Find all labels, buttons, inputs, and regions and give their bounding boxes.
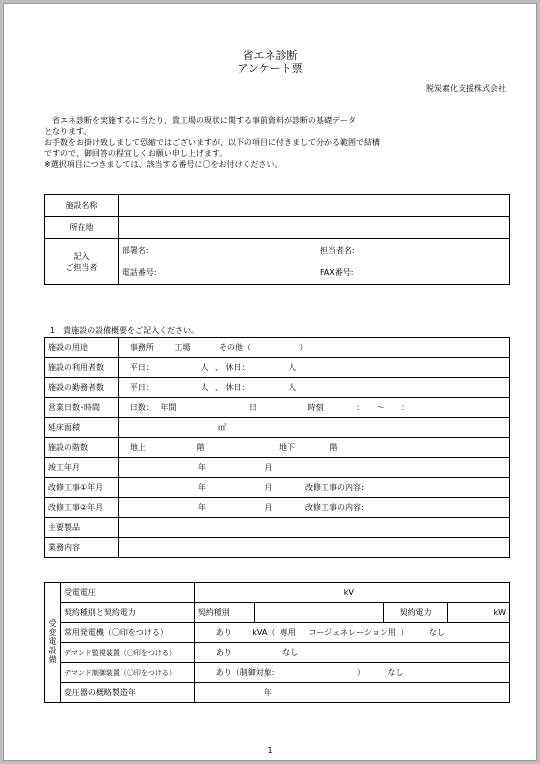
table-row — [45, 683, 510, 703]
demand-monitor-field[interactable] — [194, 643, 509, 663]
contact-person-label — [45, 239, 119, 285]
row-label: 業務内容 — [45, 538, 119, 558]
below-ground-label: 地下 — [278, 443, 295, 452]
substation-group-label — [45, 583, 61, 703]
row-label: 施設の用途 — [45, 338, 119, 358]
demand-control-field[interactable] — [194, 663, 509, 683]
above-ground-label: 地上 — [129, 443, 146, 452]
intro-line: 省エネ診断を実施するに当たり、貴工場の現状に関する事前資料が診断の基礎データ — [44, 116, 356, 125]
time-label: 時刻 — [307, 403, 324, 412]
holiday-label: 、 休日： — [214, 383, 250, 392]
generator-field[interactable] — [194, 623, 509, 643]
floor-area-field[interactable] — [118, 418, 509, 438]
floor-label: 階 — [329, 443, 338, 452]
year-label: 年 — [197, 463, 206, 472]
colon: ： — [356, 403, 365, 412]
row-label: 施設の利用者数 — [45, 358, 119, 378]
year-label: 年 — [263, 688, 272, 697]
unit-label: ㎡ — [217, 423, 226, 432]
renov2-field[interactable] — [118, 498, 509, 518]
floor-label: 階 — [196, 443, 205, 452]
address-label: 所在地 — [45, 217, 119, 239]
row-label: 改修工事①年月 — [45, 478, 119, 498]
substation-group-text: 受変電設備 — [47, 619, 57, 664]
transformer-field[interactable] — [194, 683, 509, 703]
table-row — [45, 603, 510, 623]
document-page — [3, 3, 537, 761]
month-label: 月 — [264, 483, 273, 492]
doc-title-line1: 省エネ診断 — [242, 49, 298, 62]
page-number: 1 — [267, 746, 273, 755]
table-row — [45, 518, 510, 538]
built-field[interactable] — [118, 458, 509, 478]
table-row — [45, 438, 510, 458]
table-row — [45, 643, 510, 663]
fax-label: FAX番号: — [319, 268, 354, 278]
equipment-overview-table — [44, 337, 510, 558]
row-label: 変圧器の概略製造年 — [60, 683, 194, 703]
address-field[interactable] — [118, 217, 509, 239]
floors-field[interactable] — [118, 438, 509, 458]
contract-power-label: 契約電力 — [384, 603, 448, 623]
table-row — [45, 338, 510, 358]
row-label: 契約種別と契約電力 — [60, 603, 194, 623]
unit-label: 人 — [288, 383, 297, 392]
row-label: 施設の勤務者数 — [45, 378, 119, 398]
day-label: 日 — [248, 403, 257, 412]
weekday-label: 平日： — [129, 363, 154, 372]
table-row — [45, 663, 510, 683]
contact-label-line1: 記入 — [73, 251, 90, 261]
company-name: 脱炭素化支援株式会社 — [426, 84, 506, 93]
row-label: 竣工年月 — [45, 458, 119, 478]
row-label: 改修工事②年月 — [45, 498, 119, 518]
use-field[interactable] — [118, 338, 509, 358]
row-label: 営業日数･時間 — [45, 398, 119, 418]
renov1-field[interactable] — [118, 478, 509, 498]
year-label: 年 — [197, 483, 206, 492]
unit-label: 人 — [200, 363, 209, 372]
table-row — [45, 478, 510, 498]
voltage-field[interactable] — [194, 583, 509, 603]
option-other-close: ） — [299, 343, 308, 352]
person-field[interactable] — [308, 239, 510, 262]
weekday-label: 平日： — [129, 383, 154, 392]
row-label: 施設の階数 — [45, 438, 119, 458]
option-cogeneration[interactable]: コージェネレーション用 — [308, 628, 396, 637]
contract-type-label: 契約種別 — [194, 603, 254, 623]
paren-close: ） — [357, 668, 365, 677]
unit-label: kW — [493, 608, 506, 617]
option-no[interactable]: なし — [282, 648, 299, 657]
paren-close: ） — [400, 628, 409, 637]
row-label: 主要製品 — [45, 518, 119, 538]
table-row — [45, 583, 510, 603]
dept-label: 部署名: — [121, 245, 149, 255]
business-field[interactable] — [118, 538, 509, 558]
tel-field[interactable] — [118, 262, 308, 285]
table-row — [45, 378, 510, 398]
unit-label: kV — [343, 588, 354, 597]
kva-label: kVA（ — [252, 628, 276, 637]
option-dedicated[interactable]: 専用 — [279, 628, 296, 637]
products-field[interactable] — [118, 518, 509, 538]
facility-name-label: 施設名称 — [45, 195, 119, 217]
tilde: 〜 — [376, 403, 385, 412]
option-yes[interactable]: あり — [215, 648, 232, 657]
option-yes[interactable]: あり — [215, 628, 232, 637]
doc-title-line2: アンケート票 — [237, 62, 303, 75]
table-row — [45, 358, 510, 378]
intro-line: ※選択項目につきましては、該当する番号に〇をお付けください。 — [44, 160, 283, 169]
option-no[interactable]: なし — [428, 628, 445, 637]
row-label: デマンド制御装置（〇印をつける） — [60, 663, 194, 683]
table-row — [45, 623, 510, 643]
facility-name-field[interactable] — [118, 195, 509, 217]
hours-field[interactable] — [118, 398, 509, 418]
intro-line: お手数をお掛け致しまして恐縮ではございますが、以下の項目に付きまして分かる範囲で結構 — [44, 138, 380, 147]
option-factory[interactable]: 工場 — [174, 343, 191, 352]
option-no[interactable]: なし — [387, 668, 404, 677]
renovation-content-label: 改修工事の内容: — [304, 503, 364, 512]
intro-line: となります。 — [44, 127, 92, 136]
option-office[interactable]: 事務所 — [129, 343, 154, 352]
table-row — [45, 498, 510, 518]
month-label: 月 — [264, 463, 273, 472]
table-row — [45, 538, 510, 558]
person-label: 担当者名: — [319, 245, 355, 255]
month-label: 月 — [264, 503, 273, 512]
row-label: 受電電圧 — [60, 583, 194, 603]
year-label: 年間 — [160, 403, 177, 412]
days-label: 日数： — [129, 403, 154, 412]
users-field[interactable] — [118, 358, 509, 378]
facility-info-table — [44, 194, 510, 285]
holiday-label: 、 休日： — [214, 363, 250, 372]
intro-line: ですので、御回答の程宜しくお願い申し上げます。 — [44, 149, 228, 158]
option-other[interactable]: その他（ — [218, 343, 251, 352]
tel-label: 電話番号: — [121, 268, 157, 278]
table-row — [45, 418, 510, 438]
contact-label-line2: ご担当者 — [65, 262, 98, 272]
row-label: 延床面積 — [45, 418, 119, 438]
table-row — [45, 458, 510, 478]
workers-field[interactable] — [118, 378, 509, 398]
fax-field[interactable] — [308, 262, 510, 285]
table-row — [45, 398, 510, 418]
unit-label: 人 — [288, 363, 297, 372]
option-yes[interactable]: あり（制御対象: — [215, 668, 275, 677]
contract-type-field[interactable] — [254, 603, 384, 623]
intro-text — [44, 115, 514, 170]
renovation-content-label: 改修工事の内容: — [304, 483, 364, 492]
colon: ： — [401, 403, 410, 412]
row-label: デマンド監視装置（〇印をつける） — [60, 643, 194, 663]
unit-label: 人 — [200, 383, 209, 392]
contract-power-field[interactable] — [448, 603, 510, 623]
row-label: 常用発電機（〇印をつける） — [60, 623, 194, 643]
section1-heading: 1 貴施設の設備概要をご記入ください。 — [50, 326, 200, 335]
substation-table — [44, 582, 510, 703]
year-label: 年 — [197, 503, 206, 512]
dept-field[interactable] — [118, 239, 308, 262]
